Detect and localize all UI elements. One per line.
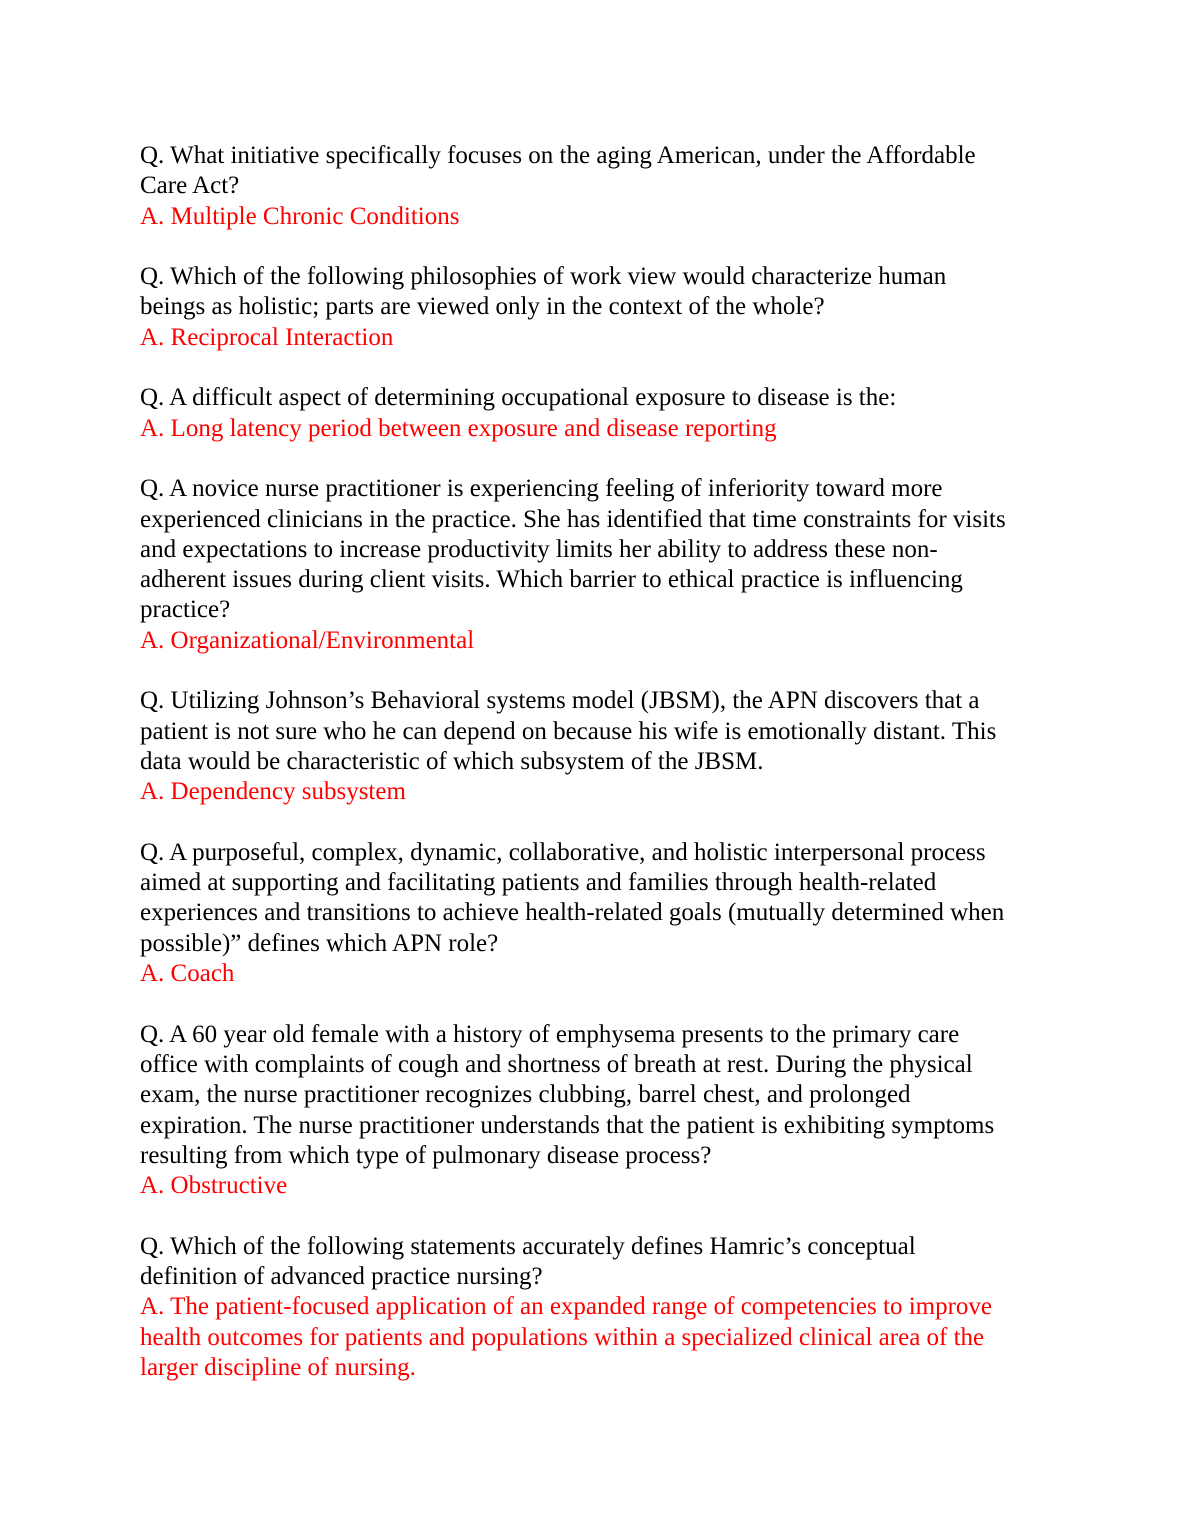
question-text [140,1232,1100,1293]
question-text [140,262,1100,323]
qa-item [140,1232,1100,1383]
answer-line: A. Dependency subsystem [140,778,406,806]
qa-item [140,1020,1100,1202]
question-text [140,838,1100,959]
question-line: patient is not sure who he can depend on because his wife is emotionally distant. This [140,717,997,745]
question-line: adherent issues during client visits. Which barrier to ethical practice is influencing [140,566,963,594]
answer-text [140,1171,1100,1201]
question-line: Q. What initiative specifically focuses on the aging American, under the Affordable [140,142,976,169]
answer-text [140,626,1100,656]
qa-document [140,141,1100,1413]
question-line: expiration. The nurse practitioner understands that the patient is exhibiting symptoms [140,1111,995,1139]
answer-line: A. Organizational/Environmental [140,626,475,654]
question-line: Q. A 60 year old female with a history of emphysema presents to the primary care [140,1020,960,1048]
question-line: Q. A purposeful, complex, dynamic, collaborative, and holistic interpersonal process [140,838,986,866]
qa-item [140,686,1100,807]
answer-line: A. Coach [140,960,235,988]
answer-text [140,1292,1100,1383]
answer-line: A. Obstructive [140,1172,288,1200]
question-line: Q. A difficult aspect of determining occupational exposure to disease is the: [140,384,897,412]
answer-text [140,959,1100,989]
question-line: Q. Which of the following statements accurately defines Hamric’s conceptual [140,1232,916,1260]
question-text [140,141,1100,202]
qa-item [140,262,1100,353]
question-line: Q. Utilizing Johnson’s Behavioral systems model (JBSM), the APN discovers that a [140,687,980,715]
question-line: possible)” defines which APN role? [140,929,499,957]
question-text [140,686,1100,777]
answer-line: larger discipline of nursing. [140,1353,416,1381]
question-line: Q. Which of the following philosophies of work view would characterize human [140,263,947,291]
answer-text [140,777,1100,807]
question-text [140,383,1100,413]
question-line: resulting from which type of pulmonary disease process? [140,1141,712,1169]
question-line: experienced clinicians in the practice. She has identified that time constraints for visits [140,505,1006,533]
question-text [140,474,1100,625]
answer-line: health outcomes for patients and populations within a specialized clinical area of the [140,1323,985,1351]
question-line: aimed at supporting and facilitating patients and families through health-related [140,869,937,897]
qa-item [140,838,1100,989]
answer-text [140,202,1100,232]
question-line: practice? [140,596,231,624]
question-text [140,1020,1100,1171]
question-line: data would be characteristic of which subsystem of the JBSM. [140,747,764,775]
answer-line: A. Multiple Chronic Conditions [140,202,460,230]
qa-item [140,474,1100,656]
question-line: office with complaints of cough and shortness of breath at rest. During the physical [140,1050,973,1078]
answer-line: A. Reciprocal Interaction [140,323,394,351]
question-line: experiences and transitions to achieve health-related goals (mutually determined when [140,899,1005,927]
qa-item [140,383,1100,444]
question-line: and expectations to increase productivity limits her ability to address these non- [140,535,938,563]
question-line: Q. A novice nurse practitioner is experiencing feeling of inferiority toward more [140,475,943,503]
question-line: definition of advanced practice nursing? [140,1262,543,1290]
qa-item [140,141,1100,232]
question-line: Care Act? [140,172,240,200]
question-line: exam, the nurse practitioner recognizes clubbing, barrel chest, and prolonged [140,1081,911,1109]
answer-line: A. The patient-focused application of an expanded range of competencies to improve [140,1293,993,1321]
answer-line: A. Long latency period between exposure and disease reporting [140,414,777,442]
answer-text [140,323,1100,353]
question-line: beings as holistic; parts are viewed only in the context of the whole? [140,293,825,321]
answer-text [140,414,1100,444]
